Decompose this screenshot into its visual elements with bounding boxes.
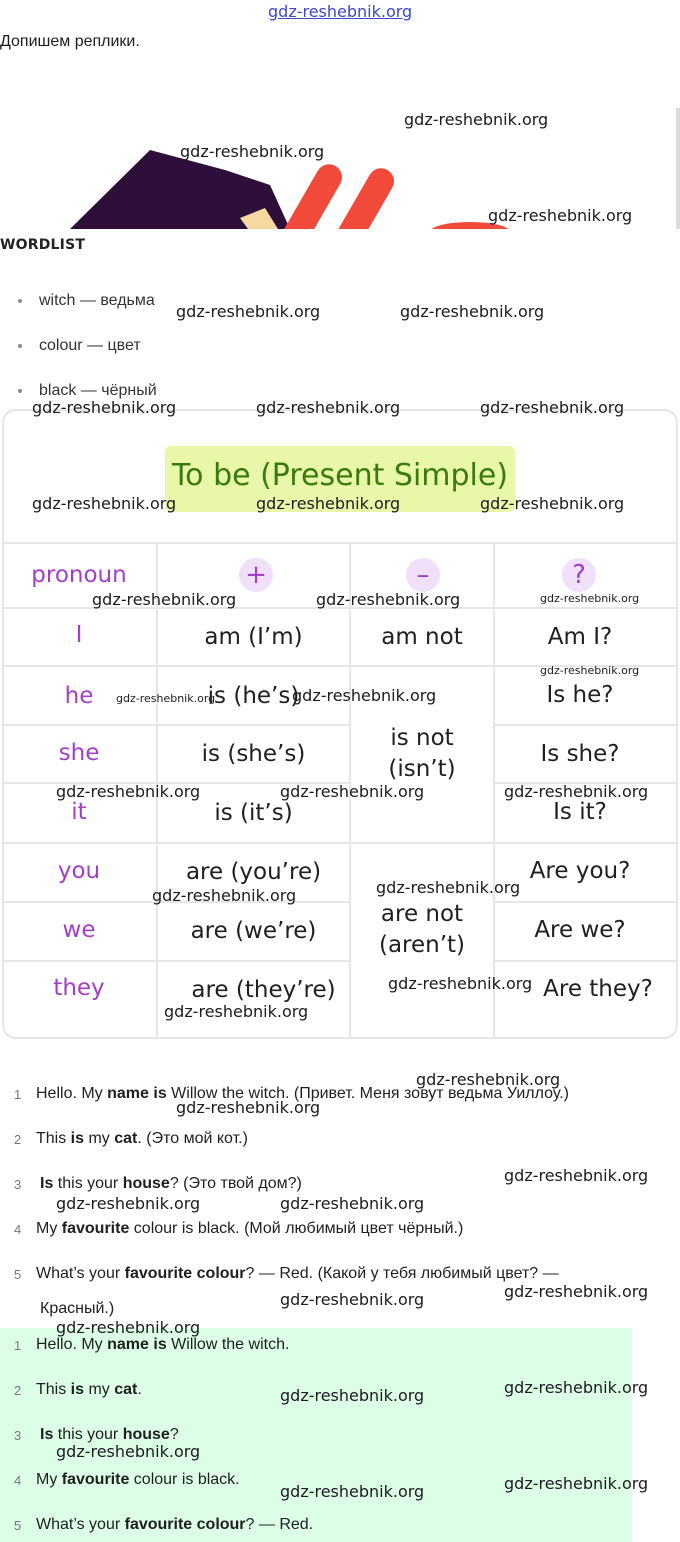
watermark: gdz-reshebnik.org — [280, 1194, 425, 1213]
pronoun-cell: you — [57, 858, 101, 884]
wordlist-item-text: witch — ведьма — [39, 292, 155, 309]
watermark: gdz-reshebnik.org — [376, 878, 521, 897]
wordlist-item-text: black — чёрный — [39, 382, 157, 399]
item-number: 2 — [14, 1132, 22, 1147]
item-number: 4 — [14, 1222, 22, 1237]
question-cell: Are you? — [529, 858, 631, 884]
watermark: gdz-reshebnik.org — [256, 398, 401, 417]
answer-line: What’s your favourite colour? — Red. — [36, 1516, 314, 1533]
answer-line: Hello. My name is Willow the witch. (Привет. Меня зовут ведьма Уиллоу.) — [36, 1085, 569, 1102]
watermark: gdz-reshebnik.org — [480, 398, 625, 417]
question-cell: Are we? — [534, 917, 626, 943]
question-icon: ? — [562, 558, 596, 592]
positive-cell: are (we’re) — [190, 918, 317, 944]
watermark: gdz-reshebnik.org — [488, 206, 633, 225]
pronoun-cell: it — [71, 799, 87, 825]
wordlist-title: WORDLIST — [0, 237, 86, 253]
watermark: gdz-reshebnik.org — [400, 302, 545, 321]
wordlist-item — [18, 292, 155, 310]
negative-cell: am not — [381, 624, 463, 650]
watermark: gdz-reshebnik.org — [164, 1002, 309, 1021]
answer-line: Is this your house? (Это твой дом?) — [40, 1175, 302, 1192]
watermark: gdz-reshebnik.org — [280, 1482, 425, 1501]
watermark: gdz-reshebnik.org — [504, 1282, 649, 1301]
watermark: gdz-reshebnik.org — [280, 1386, 425, 1405]
watermark: gdz-reshebnik.org — [116, 692, 216, 705]
header-pronoun: pronoun — [31, 562, 127, 588]
watermark: gdz-reshebnik.org — [32, 398, 177, 417]
watermark: gdz-reshebnik.org — [56, 1194, 201, 1213]
watermark: gdz-reshebnik.org — [480, 494, 625, 513]
question-cell: Am I? — [547, 624, 613, 650]
item-number: 3 — [14, 1428, 22, 1443]
answer-line: What’s your favourite colour? — Red. (Какой у тебя любимый цвет? — — [36, 1265, 559, 1282]
negative-cell: (isn’t) — [388, 756, 456, 782]
question-cell: Are they? — [543, 976, 653, 1002]
intro-text: Допишем реплики. — [0, 33, 140, 50]
watermark: gdz-reshebnik.org — [316, 590, 461, 609]
top-watermark-link[interactable]: gdz-reshebnik.org — [268, 2, 413, 21]
watermark: gdz-reshebnik.org — [56, 782, 201, 801]
wordlist-item-text: colour — цвет — [39, 337, 141, 354]
answer-line: Hello. My name is Willow the witch. — [36, 1336, 290, 1353]
pronoun-cell: she — [58, 740, 100, 766]
answer-line: This is my cat. (Это мой кот.) — [36, 1130, 248, 1147]
item-number: 4 — [14, 1473, 22, 1488]
watermark: gdz-reshebnik.org — [176, 302, 321, 321]
watermark: gdz-reshebnik.org — [540, 664, 640, 677]
answer-line-continuation: Красный.) — [40, 1300, 115, 1317]
watermark: gdz-reshebnik.org — [540, 592, 640, 605]
positive-cell: are (they’re) — [191, 977, 336, 1003]
question-cell: Is it? — [553, 799, 607, 825]
answer-line: My favourite colour is black. (Мой любимый цвет чёрный.) — [36, 1220, 464, 1237]
watermark: gdz-reshebnik.org — [152, 886, 297, 905]
positive-cell: is (she’s) — [201, 741, 306, 767]
watermark: gdz-reshebnik.org — [504, 1378, 649, 1397]
negative-cell: are not — [380, 901, 464, 927]
watermark: gdz-reshebnik.org — [56, 1442, 201, 1461]
watermark: gdz-reshebnik.org — [32, 494, 177, 513]
item-number: 5 — [14, 1518, 22, 1533]
pronoun-cell: they — [53, 975, 105, 1001]
positive-cell: are (you’re) — [185, 859, 322, 885]
watermark: gdz-reshebnik.org — [504, 1166, 649, 1185]
answer-line: My favourite colour is black. — [36, 1471, 240, 1488]
watermark: gdz-reshebnik.org — [56, 1318, 201, 1337]
item-number: 1 — [14, 1338, 22, 1353]
question-cell: Is she? — [540, 741, 620, 767]
watermark: gdz-reshebnik.org — [388, 974, 533, 993]
negative-cell: is not — [390, 725, 454, 751]
watermark: gdz-reshebnik.org — [292, 686, 437, 705]
plus-icon: + — [239, 558, 273, 592]
watermark: gdz-reshebnik.org — [180, 142, 325, 161]
item-number: 1 — [14, 1087, 22, 1102]
positive-cell: is (it’s) — [214, 800, 293, 826]
question-cell: Is he? — [546, 682, 614, 708]
wordlist-item — [18, 337, 141, 355]
table-title: To be (Present Simple) — [171, 458, 509, 493]
pronoun-cell: he — [64, 683, 94, 709]
watermark: gdz-reshebnik.org — [280, 1290, 425, 1309]
answer-line: Is this your house? — [40, 1426, 179, 1443]
positive-cell: am (I’m) — [204, 624, 303, 650]
watermark: gdz-reshebnik.org — [92, 590, 237, 609]
watermark: gdz-reshebnik.org — [416, 1070, 561, 1089]
watermark: gdz-reshebnik.org — [404, 110, 549, 129]
answer-line: This is my cat. — [36, 1381, 142, 1398]
item-number: 2 — [14, 1383, 22, 1398]
negative-cell: (aren’t) — [378, 932, 466, 958]
watermark: gdz-reshebnik.org — [256, 494, 401, 513]
pronoun-cell: we — [62, 917, 96, 943]
pronoun-cell: I — [75, 622, 83, 648]
item-number: 3 — [14, 1177, 22, 1192]
watermark: gdz-reshebnik.org — [504, 782, 649, 801]
positive-cell: is (he’s) — [207, 683, 300, 709]
item-number: 5 — [14, 1267, 22, 1282]
watermark: gdz-reshebnik.org — [176, 1098, 321, 1117]
watermark: gdz-reshebnik.org — [280, 782, 425, 801]
minus-icon: – — [406, 558, 440, 592]
watermark: gdz-reshebnik.org — [504, 1474, 649, 1493]
